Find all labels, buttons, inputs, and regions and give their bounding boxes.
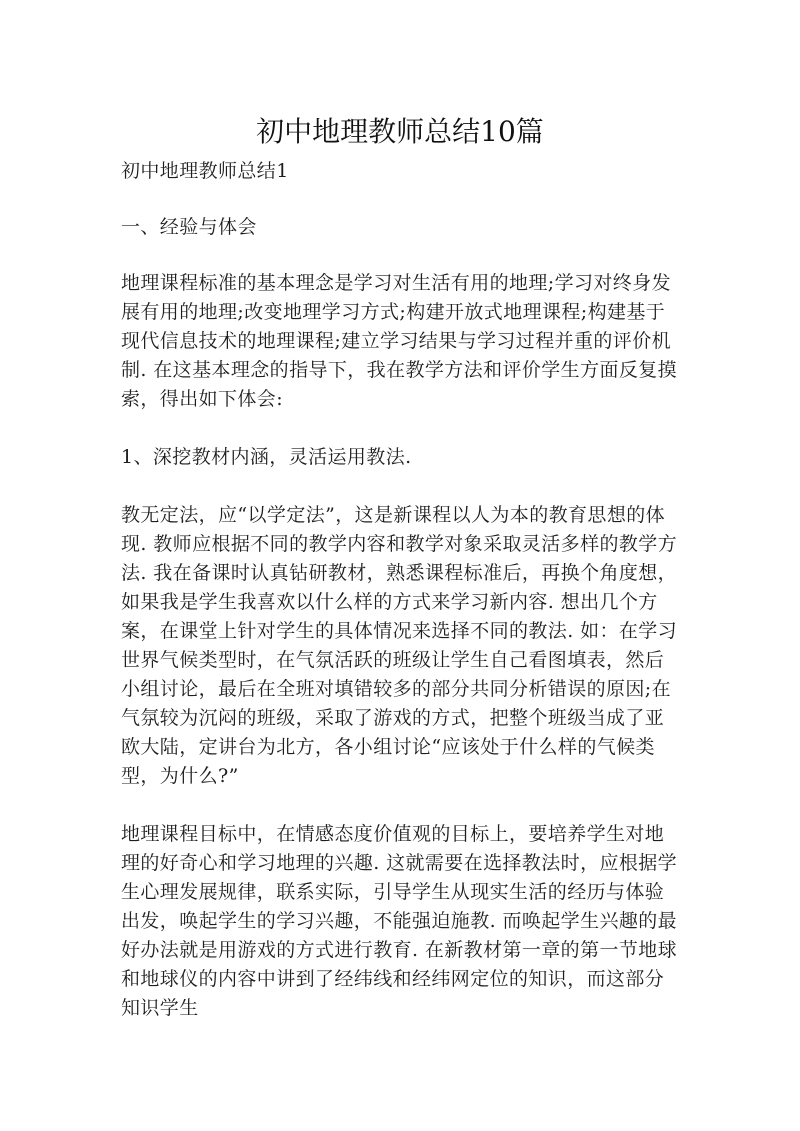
paragraph: 地理课程标准的基本理念是学习对生活有用的地理;学习对终身发展有用的地理;改变地理学习方式;构建开放式地理课程;构建基于现代信息技术的地理课程;建立学习结果与学习过程并重的评价机制. 在这基本理念的指导下，我在教学方法和评价学生方面反复摸索，得出如下体会:: [121, 272, 678, 410]
document-body: [121, 157, 681, 1052]
section-heading: 一、经验与体会: [121, 216, 257, 238]
page-title: 初中地理教师总结10篇: [256, 115, 544, 148]
point-heading: 1、深挖教材内涵，灵活运用教法.: [121, 446, 412, 468]
paragraph: 地理课程目标中，在情感态度价值观的目标上，要培养学生对地理的好奇心和学习地理的兴趣. 这就需要在选择教法时，应根据学生心理发展规律，联系实际，引导学生从现实生活的经历与体验出发，唤起学生的学习兴趣，不能强迫施教. 而唤起学生兴趣的最好办法就是用游戏的方式进行教育. 在新教材第一章的第一节地球和地球仪的内容中讲到了经纬线和经纬网定位的知识，而这部分知识学生: [121, 823, 678, 1019]
paragraph: 教无定法，应“以学定法”，这是新课程以人为本的教育思想的体现. 教师应根据不同的教学内容和教学对象采取灵活多样的教学方法. 我在备课时认真钻研教材，熟悉课程标准后，再换个角度想，如果我是学生我喜欢以什么样的方式来学习新内容. 想出几个方案，在课堂上针对学生的具体情况来选择不同的教法. 如：在学习世界气候类型时，在气氛活跃的班级让学生自己看图填表，然后小组讨论，最后在全班对填错较多的部分共同分析错误的原因;在气氛较为沉闷的班级，采取了游戏的方式，把整个班级当成了亚欧大陆，定讲台为北方，各小组讨论“应该处于什么样的气候类型，为什么?”: [121, 504, 678, 787]
summary-heading: 初中地理教师总结1: [121, 160, 289, 182]
